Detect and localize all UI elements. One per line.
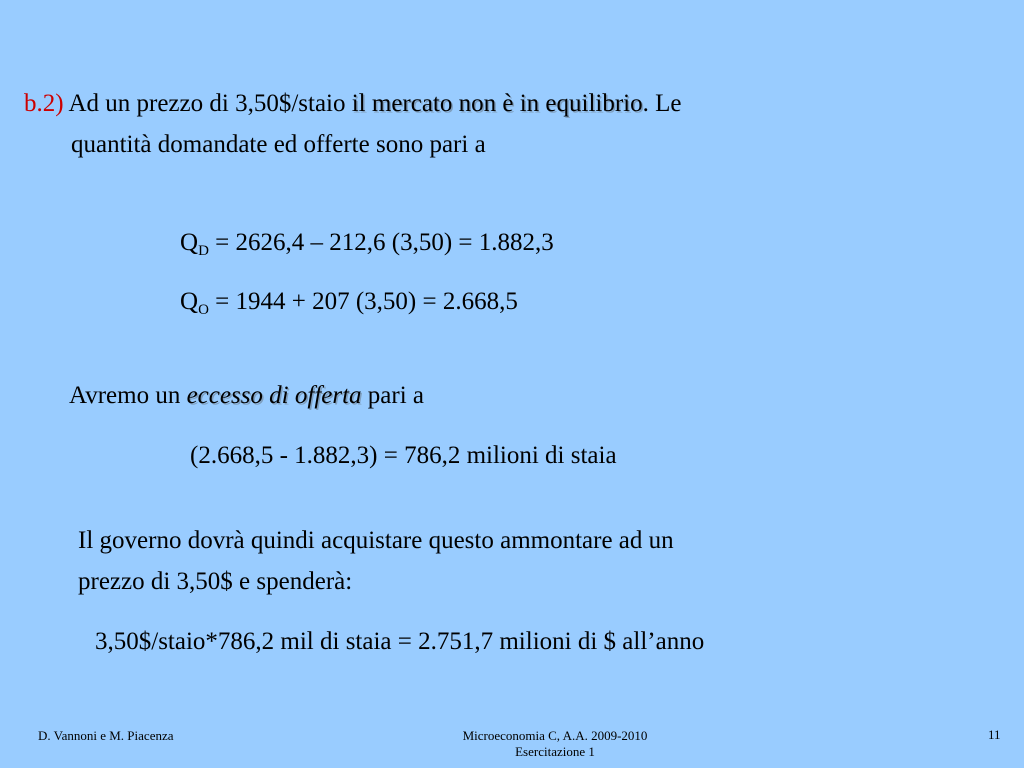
footer-course-title: Microeconomia C, A.A. 2009-2010 bbox=[462, 728, 648, 743]
page-number: 11 bbox=[988, 727, 1001, 742]
excess-text-before: Avremo un bbox=[69, 382, 187, 409]
footer-session: Esercitazione 1 bbox=[515, 744, 595, 759]
footer-authors: D. Vannoni e M. Piacenza bbox=[38, 728, 174, 743]
government-calculation: 3,50$/staio*786,2 mil di staia = 2.751,7 milioni di $ all’anno bbox=[95, 628, 705, 655]
excess-line bbox=[69, 381, 424, 411]
excess-calculation: (2.668,5 - 1.882,3) = 786,2 milioni di staia bbox=[190, 442, 617, 469]
equation-qd bbox=[180, 228, 554, 261]
item-label: b.2) bbox=[24, 90, 64, 117]
qd-expression: = 2626,4 – 212,6 (3,50) = 1.882,3 bbox=[208, 229, 554, 256]
intro-line-2: quantità domandate ed offerte sono pari a bbox=[71, 131, 486, 158]
footer-course bbox=[410, 728, 700, 760]
excess-text-after: pari a bbox=[361, 382, 424, 409]
intro-text-after: . Le bbox=[642, 90, 682, 117]
excess-emphasis: eccesso di offerta bbox=[186, 382, 362, 409]
qo-expression: = 1944 + 207 (3,50) = 2.668,5 bbox=[208, 288, 518, 315]
qd-subscript: D bbox=[198, 243, 209, 259]
intro-line-1 bbox=[24, 89, 682, 119]
intro-emphasis: il mercato non è in equilibrio bbox=[351, 90, 643, 117]
qo-subscript: O bbox=[198, 302, 209, 318]
qo-symbol: Q bbox=[180, 288, 199, 315]
government-line-1: Il governo dovrà quindi acquistare questo ammontare ad un bbox=[78, 527, 674, 554]
qd-symbol: Q bbox=[180, 229, 199, 256]
intro-text-before: Ad un prezzo di 3,50$/staio bbox=[68, 90, 352, 117]
government-line-2: prezzo di 3,50$ e spenderà: bbox=[78, 568, 353, 595]
equation-qo bbox=[180, 287, 518, 320]
